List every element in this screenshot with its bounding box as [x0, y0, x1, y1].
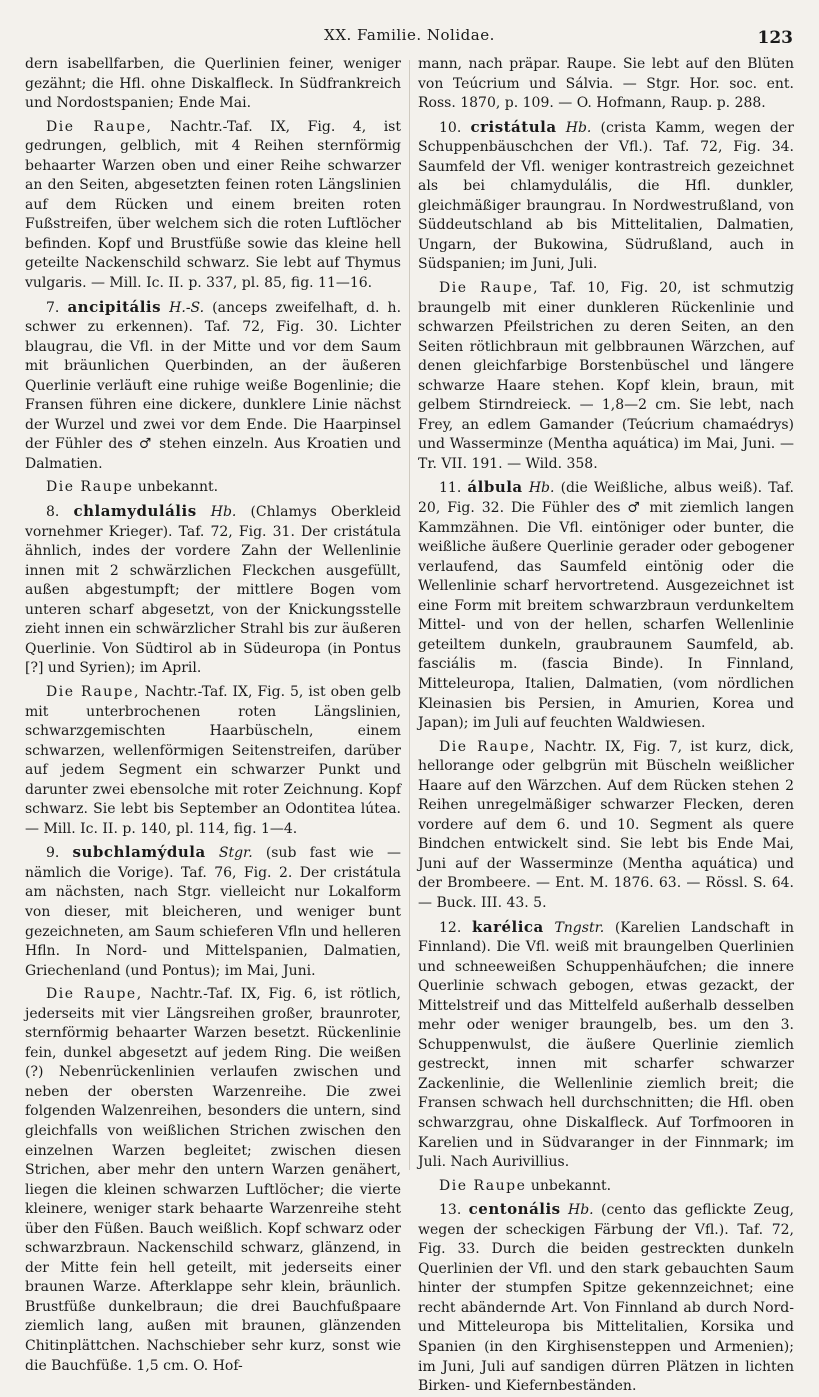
larva-description: Taf. 10, Fig. 20, ist schmutzig braungelb mit einer dunkleren Rückenlinie und schwarzen Pfeilstrichen zu deren Seiten, an den Seiten rötlichbraun mit gelbbraunen Wärzchen, auf denen gleichfarbige Borstenbüschel und längere schwarze Haare stehen. Kopf klein, braun, mit gelbem Stirndreieck. — 1,8—2 cm. Sie lebt, nach Frey, an edlem Gamander (Teúcrium chamaédrys) und Wasserminze (Mentha aquática) im Mai, Juni. — Tr. VII. 191. — Wild. 358.: [418, 280, 794, 472]
species-author: Tngstr.: [554, 919, 605, 936]
species-number: 9.: [46, 845, 60, 862]
larva-description: Nachtr.-Taf. IX, Fig. 4, ist gedrungen, gelblich, mit 4 Reihen sternförmig behaarter Warzen oben und einer Reihe schwarzer an den Seiten, abgesetzten feinen roten Längslinien auf dem Rücken und einem breiten roten Fußstreifen, über welchem sich die roten Luftlöcher befinden. Kopf und Brustfüße sowie das kleine hell geteilte Nackenschild schwarz. Sie lebt auf Thymus vulgaris. — Mill. Ic. II. p. 337, pl. 85, fig. 11—16.: [25, 118, 401, 292]
larva-description: Nachtr.-Taf. IX, Fig. 5, ist oben gelb mit unterbrochenen roten Längslinien, schwarzgemischten Haarbüscheln, einem schwarzen, wellenförmigen Seitenstreifen, darüber auf jedem Segment ein schwarzer Punkt und darunter zwei ebensolche mit roter Zeichnung. Kopf schwarz. Sie lebt bis September an Odontitea lútea. — Mill. Ic. II. p. 140, pl. 114, fig. 1—4.: [25, 683, 401, 837]
species-author: Hb.: [565, 119, 592, 136]
species-description: (die Weißliche, albus weiß). Taf. 20, Fig. 32. Die Fühler des ♂ mit ziemlich langen Kammzähnen. Die Vfl. eintöniger oder bunter, die weißliche äußere Querlinie gerader oder gebogener verlaufend, das Saumfeld eintönig oder die Wellenlinie scharf hervortretend. Ausgezeichnet ist eine Form mit breitem schwarzbraun verdunkeltem Mittel- und von der hellen, scharfen Wellenlinie geteiltem dunkeln, graubraunem Saumfeld, ab. fasciális m. (fascia Binde). In Finnland, Mitteleuropa, Italien, Dalmatien, (vom nördlichen Kleinasien bis Persien, in Amurien, Korea und Japan); im Juli auf feuchten Waldwiesen.: [418, 480, 795, 732]
species-description: (crista Kamm, wegen der Schuppenbäuschchen der Vfl.). Taf. 72, Fig. 34. Saumfeld der Vfl. weniger kontrastreich gezeichnet als bei chlamydulális, die Hfl. dunkler, gleichmäßiger braungrau. In Nordwestrußland, von Süddeutschland ab bis Mittelitalien, Dalmatien, Ungarn, der Bukowina, Südrußland, auch in Südspanien; im Juni, Juli.: [418, 119, 794, 273]
column-divider: [409, 60, 410, 1170]
larva-paragraph: [418, 1177, 794, 1197]
larva-paragraph: [25, 118, 401, 294]
species-entry: [25, 298, 401, 475]
larva-lead: Die Raupe,: [46, 683, 140, 700]
left-column: [25, 55, 402, 1374]
species-entry: [418, 478, 794, 733]
larva-description: Nachtr. IX, Fig. 7, ist kurz, dick, hellorange oder gelbgrün mit Büscheln weißlicher Haare auf den Wärzchen. Auf dem Rücken stehen 2 Reihen unregelmäßiger schwarzer Flecken, deren vordere auf dem 6. und 10. Segment als quere Bindchen entwickelt sind. Sie lebt bis Ende Mai, Juni auf der Wasserminze (Mentha aquática) und der Brombeere. — Ent. M. 1876. 63. — Rössl. S. 64. — Buck. III. 43. 5.: [418, 738, 794, 911]
larva-description: unbekannt.: [526, 1177, 612, 1194]
species-name: subchlamýdula: [72, 843, 206, 862]
larva-lead: Die Raupe,: [439, 280, 540, 297]
paragraph-continuation: dern isabellfarben, die Querlinien feiner, weniger gezähnt; die Hfl. ohne Diskalfleck. In Südfrankreich und Nordostspanien; Ende Mai.: [25, 56, 401, 112]
species-name: ancipitális: [67, 297, 162, 316]
page-header: [0, 26, 819, 46]
species-author: Hb.: [210, 504, 237, 521]
larva-paragraph: [418, 738, 794, 914]
species-description: (Karelien Landschaft in Finnland). Die Vfl. weiß mit braungelben Querlinien und schneeweißen Schuppenhäufchen; die innere Querlinie schwach gebogen, etwas gezackt, der Mittelstreif und das Mittelfeld außerhalb desselben mehr oder weniger braungelb, bes. um den 3. Schuppenwulst, die äußere Querlinie ziemlich gestreckt, innen mit scharfer schwarzer Zackenlinie, die Wellenlinie ziemlich breit; die Fransen schwach hell durchschnitten; die Hfl. oben schwarzgrau, ohne Diskalfleck. Auf Torfmooren in Karelien und in Südvaranger in der Finnmark; im Juli. Nach Aurivillius.: [418, 919, 795, 1171]
species-name: centonális: [468, 1200, 561, 1219]
larva-description: unbekannt.: [133, 479, 219, 496]
running-title: XX. Familie. Nolidae.: [324, 26, 495, 44]
species-name: cristátula: [470, 117, 557, 136]
species-author: Stgr.: [218, 845, 253, 862]
species-description: (anceps zweifelhaft, d. h. schwer zu erkennen). Taf. 72, Fig. 30. Lichter blaugrau, die Vfl. in der Mitte und vor dem Saum mit bräunlichen Querbinden, an der äußeren Querlinie verläuft eine ruhige weiße Bogenlinie; die Fransen führen eine dickere, dunklere Linie nächst der Wurzel und zwei vor dem Ende. Die Haarpinsel der Fühler des ♂ stehen einzeln. Aus Kroatien und Dalmatien.: [25, 299, 402, 472]
larva-paragraph: [25, 985, 401, 1376]
species-author: Hb.: [528, 480, 555, 497]
species-entry: [25, 502, 401, 679]
species-entry: [418, 1200, 794, 1396]
larva-lead: Die Raupe,: [46, 986, 143, 1003]
larva-paragraph: [418, 279, 794, 474]
paragraph-continuation: mann, nach präpar. Raupe. Sie lebt auf den Blüten von Teúcrium und Sálvia. — Stgr. Hor. soc. ent. Ross. 1870, p. 109. — O. Hofmann, Raup. p. 288.: [418, 56, 794, 112]
species-number: 8.: [46, 504, 60, 521]
species-number: 11.: [439, 480, 462, 497]
species-number: 10.: [439, 119, 462, 136]
larva-lead: Die Raupe: [46, 479, 134, 496]
larva-paragraph: [25, 478, 401, 498]
larva-lead: Die Raupe,: [439, 738, 537, 755]
larva-description: Nachtr.-Taf. IX, Fig. 6, ist rötlich, jederseits mit vier Längsreihen großer, braunroter, sternförmig behaarter Warzen besetzt. Rückenlinie fein, dunkel abgesetzt auf jedem Ring. Die weißen (?) Nebenrückenlinien verlaufen zwischen und neben der obersten Warzenreihe. Die zwei folgenden Walzenreihen, besonders die untern, sind gleichfalls von weißlichen Strichen zwischen den einzelnen Warzen begleitet; zwischen diesen Strichen, aber mehr den untern Warzen genähert, liegen die kleinen schwarzen Luftlöcher; die vierte kleinere, weniger stark behaarte Warzenreihe steht über den Füßen. Bauch weißlich. Kopf schwarz oder schwarzbraun. Nackenschild schwarz, glänzend, in der Mitte fein hell geteilt, mit jederseits einer braunen Warze. Afterklappe sehr klein, bräunlich. Brustfüße dunkelbraun; die drei Bauchfußpaare ziemlich lang, außen mit braunen, glänzenden Chitinplättchen. Nachschieber sehr kurz, sonst wie die Bauchfüße. 1,5 cm. O. Hof-: [25, 986, 401, 1374]
species-description: (Chlamys Oberkleid vornehmer Krieger). Taf. 72, Fig. 31. Der cristátula ähnlich, indes der vordere Zahn der Wellenlinie innen mit 2 schwärzlichen Fleckchen ausgefüllt, außen abgestumpft; der mittlere Bogen vom unteren scharf abgesetzt, von der Knickungsstelle zieht innen ein schwärzlicher Strahl bis zur äußeren Querlinie. Von Südtirol ab in Südeuropa (in Pontus [?] und Syrien); im April.: [25, 504, 402, 677]
species-number: 7.: [46, 299, 60, 316]
larva-paragraph: [25, 683, 401, 839]
species-description: (sub fast wie — nämlich die Vorige). Taf. 76, Fig. 2. Der cristátula am nächsten, nach Stgr. vielleicht nur Lokalform von dieser, mit bleicheren, und weniger bunt gezeichneten, am Saum schieferen Vfln und helleren Hfln. In Nord- und Mittelspanien, Dalmatien, Griechenland (und Pontus); im Mai, Juni.: [25, 845, 401, 979]
species-number: 12.: [439, 919, 462, 936]
species-name: chlamydulális: [73, 502, 197, 521]
species-author: H.-S.: [169, 299, 205, 316]
species-entry: [25, 843, 401, 981]
larva-lead: Die Raupe: [439, 1177, 527, 1194]
species-name: álbula: [467, 478, 523, 497]
species-name: karélica: [471, 917, 544, 936]
species-entry: [418, 118, 794, 275]
larva-lead: Die Raupe,: [46, 118, 153, 135]
page-number: 123: [757, 28, 793, 48]
species-number: 13.: [439, 1202, 462, 1219]
species-author: Hb.: [568, 1202, 594, 1219]
species-description: (cento das geflickte Zeug, wegen der scheckigen Färbung der Vfl.). Taf. 72, Fig. 33. Durch die beiden gestreckten dunkeln Querlinien der Vfl. und den stark gebauchten Saum hinter der stumpfen Spitze gekennzeichnet; eine recht abändernde Art. Von Finnland ab durch Nord- und Mitteleuropa bis Mittelitalien, Korsika und Spanien (in den Kirghisensteppen und Armenien); im Juni, Juli auf sandigen dürren Plätzen in lichten Birken- und Kiefernbeständen.: [418, 1202, 794, 1395]
species-entry: [418, 918, 794, 1173]
right-column: [418, 55, 795, 1395]
